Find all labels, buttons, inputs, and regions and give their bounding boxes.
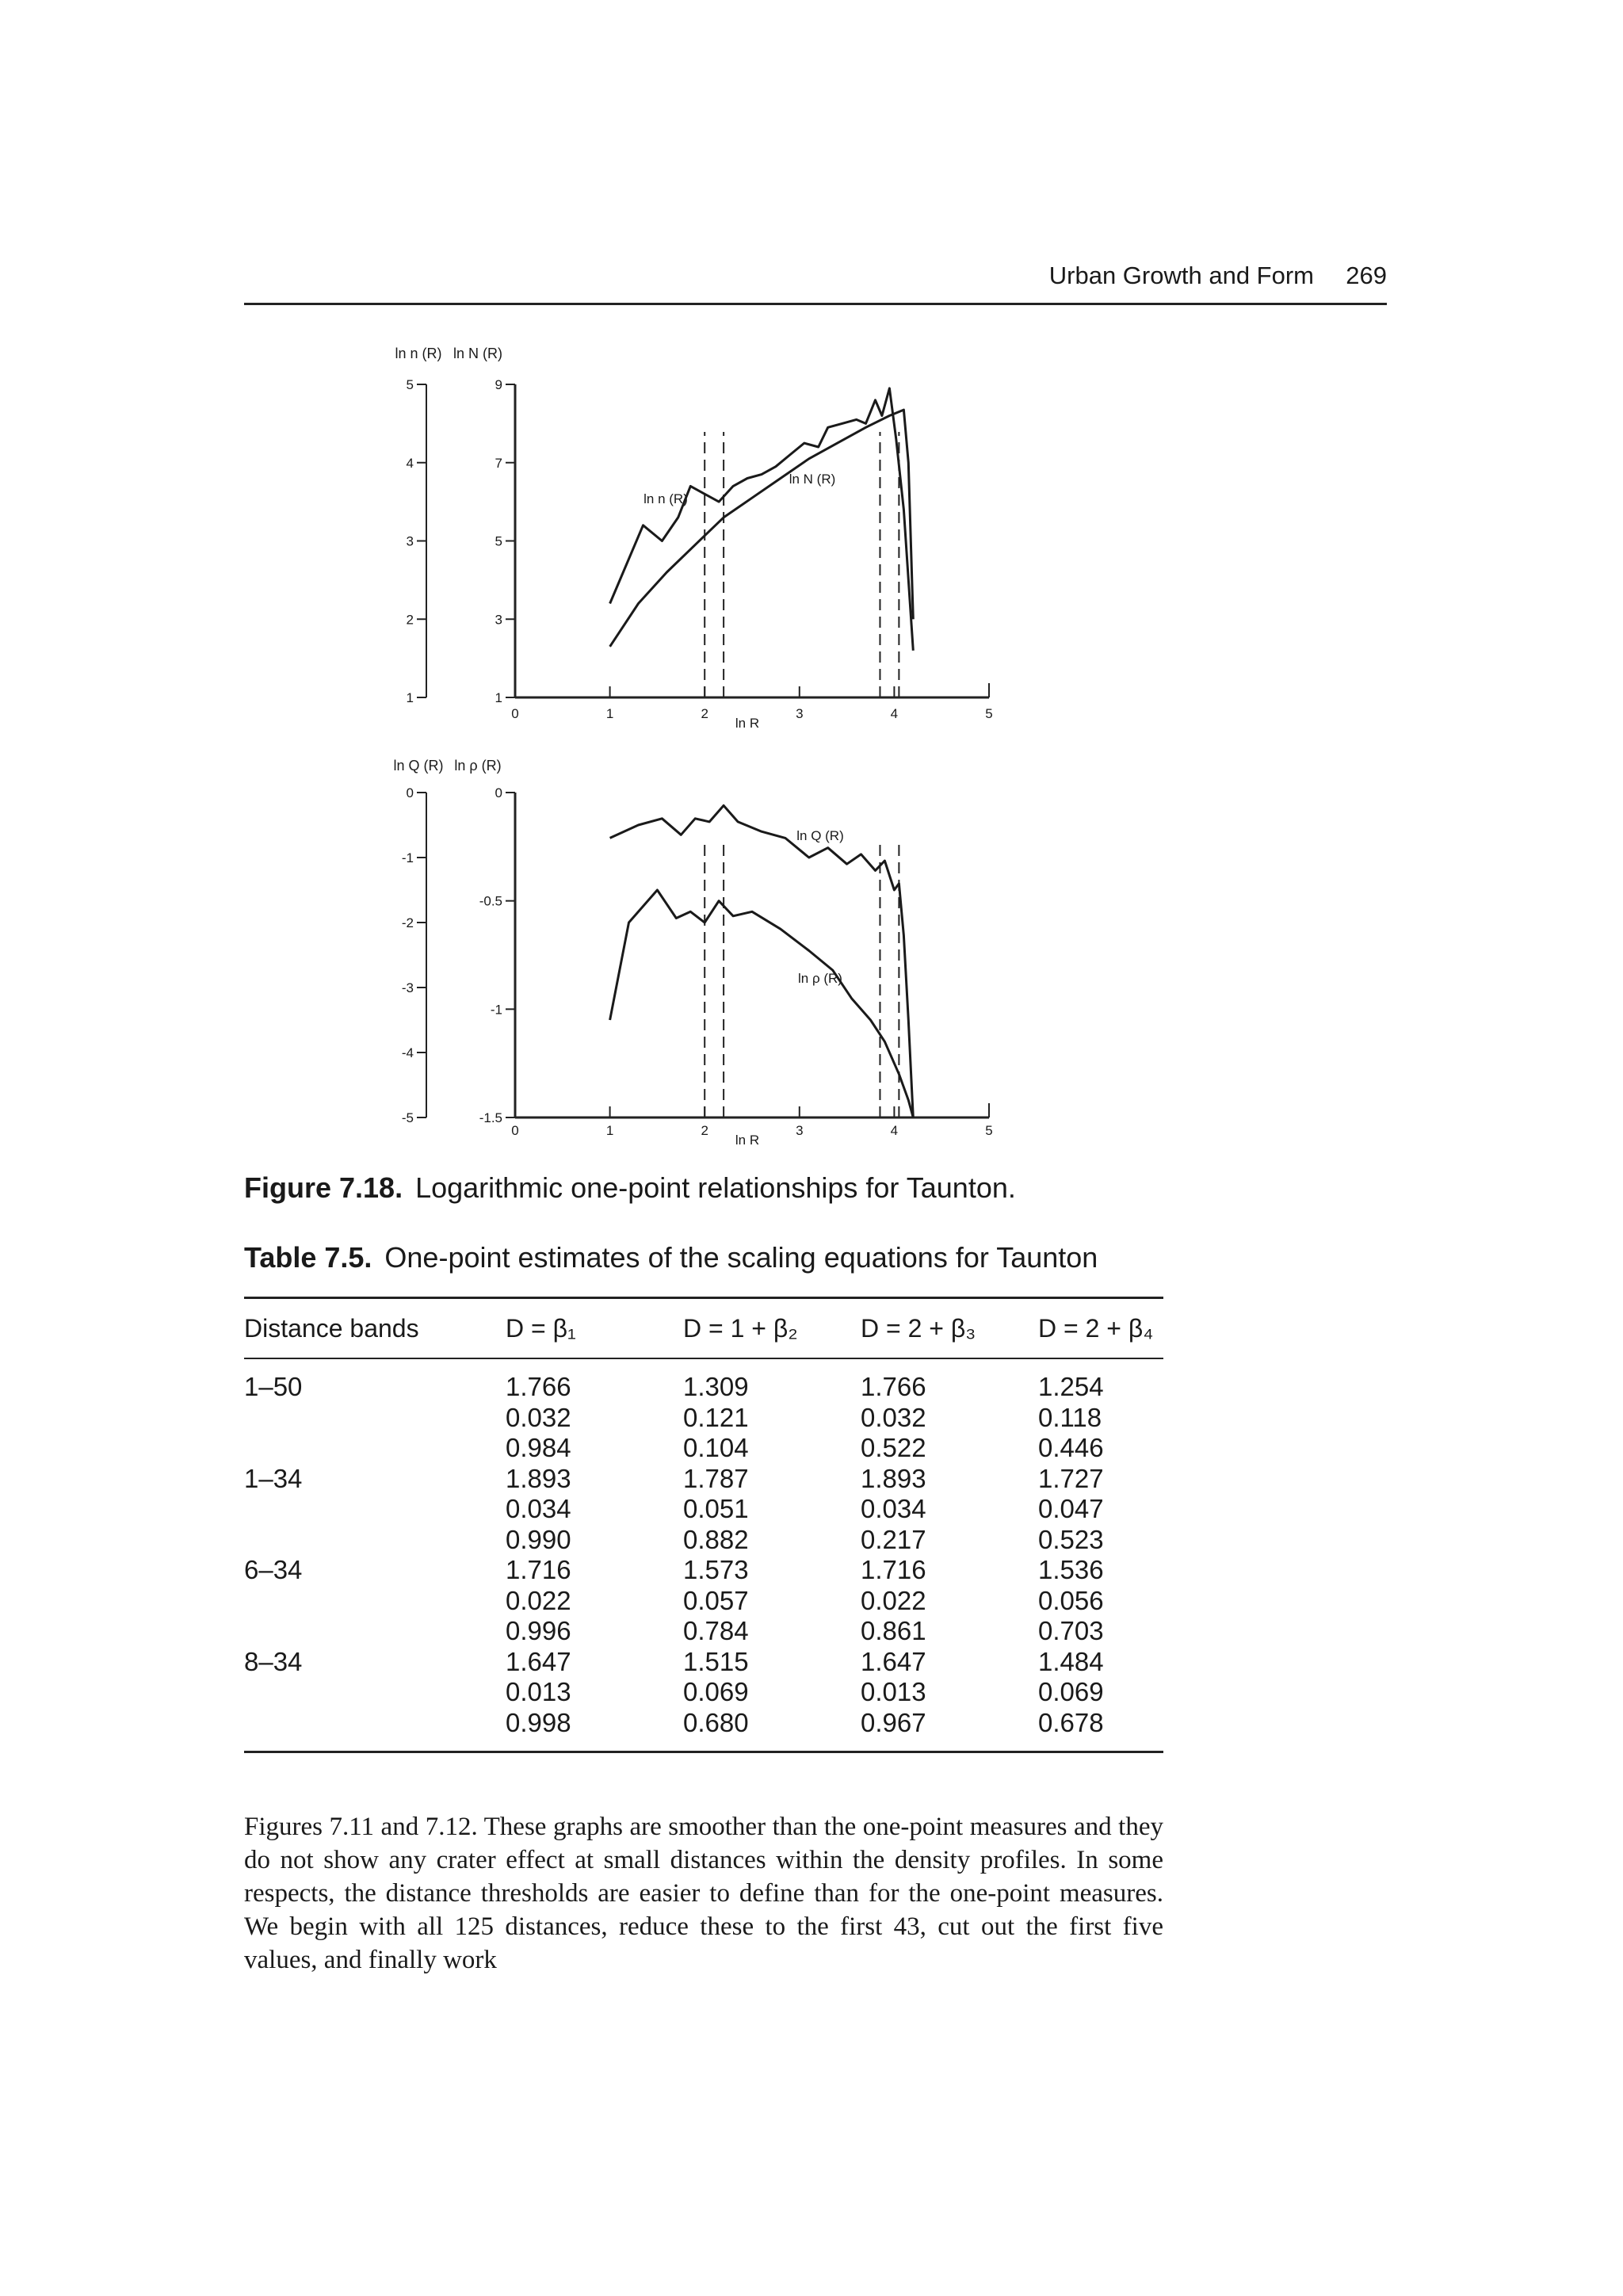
series-line-b xyxy=(610,890,914,1117)
cell-d-beta1: 0.013 xyxy=(506,1677,571,1706)
inner-y-tick-label: -1 xyxy=(490,1002,502,1018)
x-tick-label: 4 xyxy=(890,1123,899,1138)
table-body xyxy=(244,1359,1163,1751)
left-y-tick-label: 2 xyxy=(406,612,414,628)
table-label: Table 7.5. xyxy=(244,1241,372,1274)
cell-distance-band xyxy=(244,1677,506,1708)
inner-y-tick-label: 9 xyxy=(495,377,502,392)
cell-d-beta1: 1.647 xyxy=(506,1646,571,1676)
x-axis-label: ln R xyxy=(735,716,760,731)
table-caption xyxy=(244,1241,1098,1274)
cell-d-beta1: 0.984 xyxy=(506,1433,571,1462)
page-number: 269 xyxy=(1346,262,1387,289)
inner-axis-title: ln N (R) xyxy=(453,346,502,361)
cell-d-beta4: 1.536 xyxy=(1038,1555,1104,1584)
cell-distance-band xyxy=(244,1433,506,1464)
inner-axis-title: ln ρ (R) xyxy=(454,758,502,774)
cell-d-beta4: 0.056 xyxy=(1038,1585,1104,1615)
inner-y-tick-label: 7 xyxy=(495,455,502,471)
left-y-tick-label: -1 xyxy=(401,850,414,865)
cell-distance-band xyxy=(244,1494,506,1525)
left-y-tick-label: -5 xyxy=(401,1110,414,1125)
cell-d-beta2: 0.069 xyxy=(683,1677,749,1706)
inner-y-tick-label: -1.5 xyxy=(479,1110,502,1125)
header-d-beta4: D = 2 + β₄ xyxy=(1038,1313,1154,1343)
cell-distance-band: 8–34 xyxy=(244,1646,303,1676)
cell-d-beta4: 1.254 xyxy=(1038,1372,1104,1401)
cell-d-beta3: 0.522 xyxy=(861,1433,926,1462)
table-row xyxy=(244,1494,1163,1525)
cell-d-beta4: 0.446 xyxy=(1038,1433,1104,1462)
cell-d-beta2: 1.787 xyxy=(683,1463,749,1493)
cell-d-beta4: 1.484 xyxy=(1038,1646,1104,1676)
cell-d-beta1: 0.034 xyxy=(506,1494,571,1523)
table-row xyxy=(244,1525,1163,1556)
table-row xyxy=(244,1433,1163,1464)
series-line-b xyxy=(610,410,914,647)
left-y-tick-label: 4 xyxy=(406,455,414,471)
inner-y-tick-label: 0 xyxy=(495,785,502,800)
x-tick-label: 3 xyxy=(796,706,804,721)
cell-d-beta1: 1.716 xyxy=(506,1555,571,1584)
cell-d-beta2: 0.104 xyxy=(683,1433,749,1462)
cell-d-beta4: 0.703 xyxy=(1038,1616,1104,1645)
table-bottom-rule xyxy=(244,1751,1163,1753)
header-d-beta3: D = 2 + β₃ xyxy=(861,1313,976,1343)
cell-d-beta3: 1.766 xyxy=(861,1372,926,1401)
series-label-b: ln ρ (R) xyxy=(798,971,842,986)
table-header-row xyxy=(244,1299,1163,1358)
cell-d-beta3: 1.716 xyxy=(861,1555,926,1584)
running-title: Urban Growth and Form xyxy=(1048,262,1314,289)
header-distance-bands: Distance bands xyxy=(244,1313,419,1343)
cell-d-beta2: 1.573 xyxy=(683,1555,749,1584)
cell-d-beta2: 0.882 xyxy=(683,1524,749,1554)
left-axis-title: ln n (R) xyxy=(395,346,442,361)
table-row xyxy=(244,1616,1163,1647)
cell-d-beta3: 0.861 xyxy=(861,1616,926,1645)
inner-y-tick-label: 5 xyxy=(495,533,502,549)
figure-label: Figure 7.18. xyxy=(244,1171,403,1204)
header-d-beta1: D = β₁ xyxy=(506,1313,576,1343)
series-label-b: ln N (R) xyxy=(789,472,836,487)
cell-d-beta4: 0.523 xyxy=(1038,1524,1104,1554)
left-y-tick-label: -2 xyxy=(401,915,414,930)
cell-distance-band: 1–50 xyxy=(244,1372,303,1401)
cell-d-beta2: 1.309 xyxy=(683,1372,749,1401)
cell-distance-band: 6–34 xyxy=(244,1555,303,1584)
cell-d-beta4: 0.678 xyxy=(1038,1707,1104,1737)
scaling-table xyxy=(244,1297,1163,1753)
left-axis-title: ln Q (R) xyxy=(393,758,444,774)
left-y-tick-label: -4 xyxy=(401,1045,414,1060)
cell-distance-band: 1–34 xyxy=(244,1463,303,1493)
cell-d-beta2: 0.057 xyxy=(683,1585,749,1615)
table-caption-text: One-point estimates of the scaling equations for Taunton xyxy=(384,1241,1098,1274)
figure-caption xyxy=(244,1171,1016,1205)
header-d-beta2: D = 1 + β₂ xyxy=(683,1313,798,1343)
inner-y-tick-label: -0.5 xyxy=(479,893,502,909)
figure-caption-text: Logarithmic one-point relationships for Taunton. xyxy=(415,1171,1016,1204)
cell-d-beta3: 0.032 xyxy=(861,1402,926,1432)
x-axis-label: ln R xyxy=(735,1133,760,1148)
table-row xyxy=(244,1403,1163,1434)
series-line-a xyxy=(610,805,914,1117)
cell-d-beta2: 1.515 xyxy=(683,1646,749,1676)
cell-d-beta3: 1.647 xyxy=(861,1646,926,1676)
cell-d-beta1: 1.893 xyxy=(506,1463,571,1493)
table-row xyxy=(244,1708,1163,1739)
table-row xyxy=(244,1372,1163,1403)
cell-d-beta1: 0.998 xyxy=(506,1707,571,1737)
cell-d-beta3: 0.217 xyxy=(861,1524,926,1554)
series-label-a: ln Q (R) xyxy=(796,828,844,843)
x-tick-label: 1 xyxy=(605,1123,614,1138)
cell-distance-band xyxy=(244,1403,506,1434)
cell-d-beta3: 0.013 xyxy=(861,1677,926,1706)
cell-d-beta4: 1.727 xyxy=(1038,1463,1104,1493)
cell-d-beta2: 0.121 xyxy=(683,1402,749,1432)
x-tick-label: 0 xyxy=(511,706,519,721)
x-tick-label: 0 xyxy=(511,1123,519,1138)
cell-d-beta1: 0.990 xyxy=(506,1524,571,1554)
x-tick-label: 5 xyxy=(985,706,993,721)
left-y-tick-label: 1 xyxy=(406,690,414,705)
left-y-tick-label: -3 xyxy=(401,980,414,995)
top-panel xyxy=(395,346,992,731)
cell-d-beta2: 0.784 xyxy=(683,1616,749,1645)
body-paragraph: Figures 7.11 and 7.12. These graphs are smoother than the one-point measures and they do not show any crater effect at small distances within the density profiles. In some respects, the distance thresholds are easier to define than for the one-point measures. We begin with all 125 distances, reduce these to the first 43, cut out the first five values, and finally work xyxy=(244,1813,1163,1974)
cell-distance-band xyxy=(244,1586,506,1617)
cell-d-beta3: 0.034 xyxy=(861,1494,926,1523)
cell-d-beta4: 0.118 xyxy=(1038,1402,1102,1432)
cell-d-beta1: 0.032 xyxy=(506,1402,571,1432)
cell-d-beta3: 1.893 xyxy=(861,1463,926,1493)
x-tick-label: 3 xyxy=(796,1123,804,1138)
cell-distance-band xyxy=(244,1616,506,1647)
cell-distance-band xyxy=(244,1708,506,1739)
left-y-tick-label: 0 xyxy=(406,785,414,800)
table-row xyxy=(244,1647,1163,1678)
x-tick-label: 2 xyxy=(701,706,708,721)
table-row xyxy=(244,1677,1163,1708)
cell-d-beta4: 0.047 xyxy=(1038,1494,1104,1523)
cell-d-beta1: 1.766 xyxy=(506,1372,571,1401)
series-label-a: ln n (R) xyxy=(643,491,688,506)
bottom-panel xyxy=(394,758,993,1148)
table-row xyxy=(244,1586,1163,1617)
cell-d-beta2: 0.051 xyxy=(683,1494,749,1523)
inner-y-tick-label: 1 xyxy=(495,690,502,705)
table-row xyxy=(244,1464,1163,1495)
cell-d-beta3: 0.967 xyxy=(861,1707,926,1737)
x-tick-label: 4 xyxy=(890,706,899,721)
inner-y-tick-label: 3 xyxy=(495,612,502,628)
x-tick-label: 5 xyxy=(985,1123,993,1138)
cell-d-beta1: 0.022 xyxy=(506,1585,571,1615)
left-y-tick-label: 3 xyxy=(406,533,414,549)
table-row xyxy=(244,1555,1163,1586)
cell-d-beta2: 0.680 xyxy=(683,1707,749,1737)
cell-d-beta3: 0.022 xyxy=(861,1585,926,1615)
cell-d-beta4: 0.069 xyxy=(1038,1677,1104,1706)
left-y-tick-label: 5 xyxy=(406,377,414,392)
cell-distance-band xyxy=(244,1525,506,1556)
x-tick-label: 2 xyxy=(701,1123,708,1138)
x-tick-label: 1 xyxy=(605,706,614,721)
cell-d-beta1: 0.996 xyxy=(506,1616,571,1645)
